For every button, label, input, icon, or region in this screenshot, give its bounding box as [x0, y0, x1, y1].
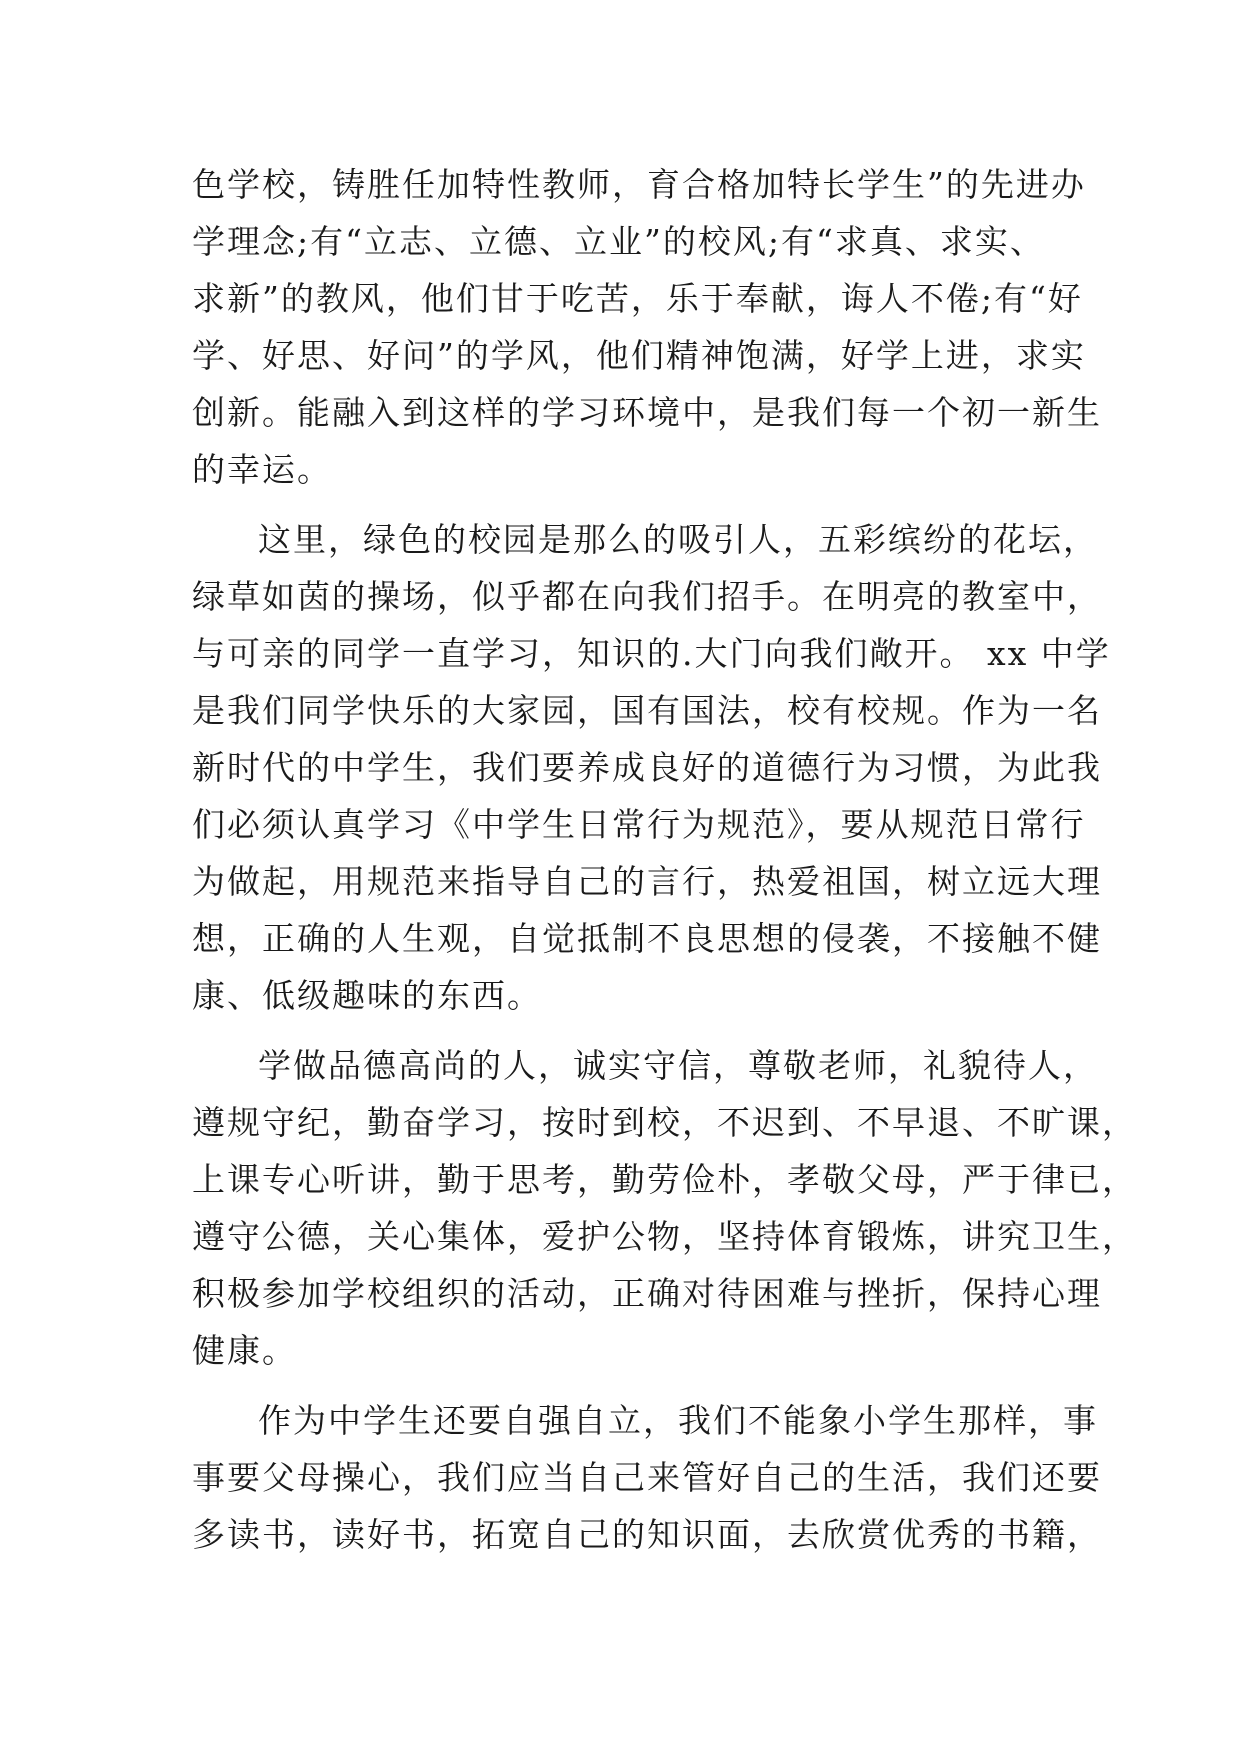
- text-line: 色学校，铸胜任加特性教师，育合格加特长学生”的先进办: [192, 165, 1086, 204]
- text-line: 创新。能融入到这样的学习环境中，是我们每一个初一新生: [192, 393, 1102, 432]
- text-line: 遵守公德，关心集体，爱护公物，坚持体育锻炼，讲究卫生，: [192, 1217, 1137, 1256]
- text-line: 这里，绿色的校园是那么的吸引人，五彩缤纷的花坛，: [258, 520, 1098, 559]
- text-line: 新时代的中学生，我们要养成良好的道德行为习惯，为此我: [192, 748, 1102, 787]
- text-line: 学、好思、好问”的学风，他们精神饱满，好学上进，求实: [192, 336, 1086, 375]
- text-line: 想，正确的人生观，自觉抵制不良思想的侵袭，不接触不健: [192, 919, 1102, 958]
- text-line: 学做品德高尚的人，诚实守信，尊敬老师，礼貌待人，: [258, 1046, 1098, 1085]
- text-line: 健康。: [192, 1331, 297, 1370]
- text-line: 是我们同学快乐的大家园，国有国法，校有校规。作为一名: [192, 691, 1102, 730]
- text-line: 与可亲的同学一直学习，知识的.大门向我们敞开。 xx 中学: [192, 634, 1111, 673]
- text-line: 积极参加学校组织的活动，正确对待困难与挫折，保持心理: [192, 1274, 1102, 1313]
- text-line: 为做起，用规范来指导自己的言行，热爱祖国，树立远大理: [192, 862, 1102, 901]
- text-line: 们必须认真学习《中学生日常行为规范》，要从规范日常行: [192, 805, 1086, 844]
- text-line: 求新”的教风，他们甘于吃苦，乐于奉献，诲人不倦;有“好: [192, 279, 1083, 318]
- text-line: 的幸运。: [192, 450, 332, 489]
- text-line: 上课专心听讲，勤于思考，勤劳俭朴，孝敬父母，严于律已，: [192, 1160, 1137, 1199]
- text-line: 多读书，读好书，拓宽自己的知识面，去欣赏优秀的书籍，: [192, 1515, 1102, 1554]
- text-line: 学理念;有“立志、立德、立业”的校风;有“求真、求实、: [192, 222, 1045, 261]
- body-text: [192, 156, 1137, 1563]
- text-line: 康、低级趣味的东西。: [192, 976, 542, 1015]
- text-line: 事要父母操心，我们应当自己来管好自己的生活，我们还要: [192, 1458, 1102, 1497]
- text-line: 遵规守纪，勤奋学习，按时到校，不迟到、不早退、不旷课，: [192, 1103, 1137, 1142]
- text-line: 绿草如茵的操场，似乎都在向我们招手。在明亮的教室中，: [192, 577, 1102, 616]
- text-line: 作为中学生还要自强自立，我们不能象小学生那样，事: [258, 1401, 1098, 1440]
